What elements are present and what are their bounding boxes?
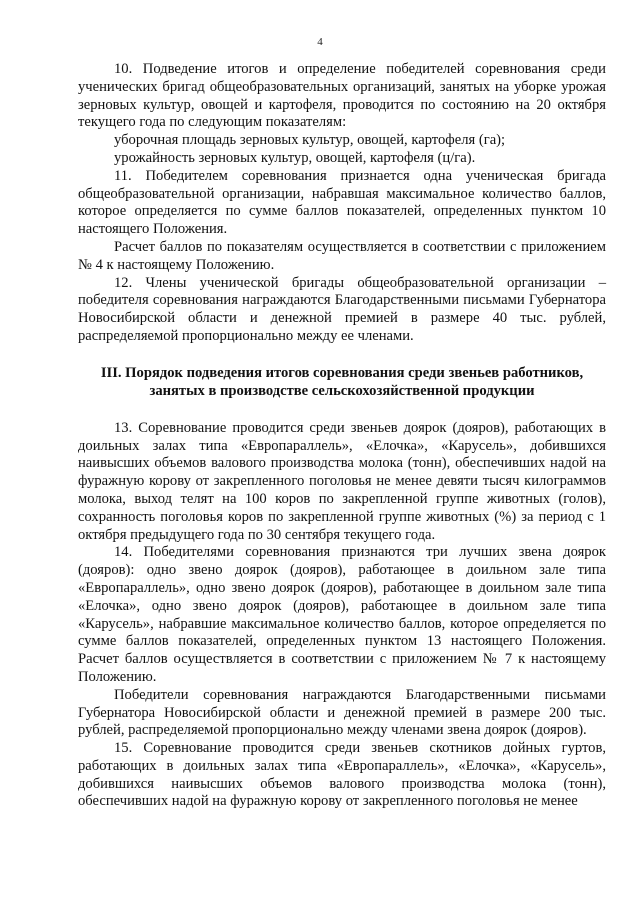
paragraph-11: 11. Победителем соревнования признается одна ученическая бригада общеобразовательной организации, набравшая максимальное количество баллов, которое определяется по сумме баллов показателей, определенных пунктом 10 настоящего Положения. xyxy=(78,167,606,238)
paragraph-14-award: Победители соревнования награждаются Благодарственными письмами Губернатора Новосибирской области и денежной премией в размере 200 тыс. рублей, распределяемой пропорционально между членами звена доярок (дояров). xyxy=(78,686,606,739)
indicator-yield: урожайность зерновых культур, овощей, картофеля (ц/га). xyxy=(114,149,476,166)
section-heading: III. Порядок подведения итогов соревнования среди звеньев работников, занятых в производстве сельскохозяйственной продукции xyxy=(100,364,584,399)
paragraph-10: 10. Подведение итогов и определение победителей соревнования среди ученических бригад общеобразовательных организаций, занятых на уборке урожая зерновых культур, овощей и картофеля, проводится по состоянию на 20 октября текущего года по следующим показателям: xyxy=(78,61,606,131)
paragraph-15: 15. Соревнование проводится среди звеньев скотников дойных гуртов, работающих в доильных залах типа «Европараллель», «Елочка», «Карусель», добившихся наивысших объемов валового производства молока (тонн), обеспечивших надой на фуражную корову от закрепленного поголовья не менее xyxy=(78,740,606,810)
paragraph-13: 13. Соревнование проводится среди звеньев доярок (дояров), работающих в доильных залах типа «Европараллель», «Елочка», «Карусель», добившихся наивысших объемов валового производства молока (тонн), обеспечивших надой на фуражную корову от закрепленного поголовья не менее девяти тысяч килограммов молока, выход телят на 100 коров по закрепленной группе животных (голов), сохранность поголовья коров по закрепленной группе животных (%) за период с 1 октября предыдущего года по 30 сентября текущего года. xyxy=(78,419,606,543)
paragraph-12: 12. Члены ученической бригады общеобразовательной организации – победителя соревнования награждаются Благодарственными письмами Губернатора Новосибирской области и денежной премией в размере 40 тыс. рублей, распределяемой пропорционально между ее членами. xyxy=(78,274,606,344)
document-body xyxy=(78,61,606,811)
indicator-area: уборочная площадь зерновых культур, овощей, картофеля (га); xyxy=(114,132,506,149)
paragraph-11-calc: Расчет баллов по показателям осуществляется в соответствии с приложением № 4 к настоящему Положению. xyxy=(78,238,606,273)
page-number: 4 xyxy=(317,36,323,48)
paragraph-14: 14. Победителями соревнования признаются три лучших звена доярок (дояров): одно звено доярок (дояров), работающее в доильном зале типа «Европараллель», одно звено доярок (дояров), работающее в доильном зале типа «Елочка», одно звено доярок (дояров), работающее в доильном зале типа «Карусель», набравшие максимальное количество баллов, которое определяется по сумме баллов показателей, определенных пунктом 13 настоящего Положения. Расчет баллов осуществляется в соответствии с приложением № 7 к настоящему Положению. xyxy=(78,544,606,685)
